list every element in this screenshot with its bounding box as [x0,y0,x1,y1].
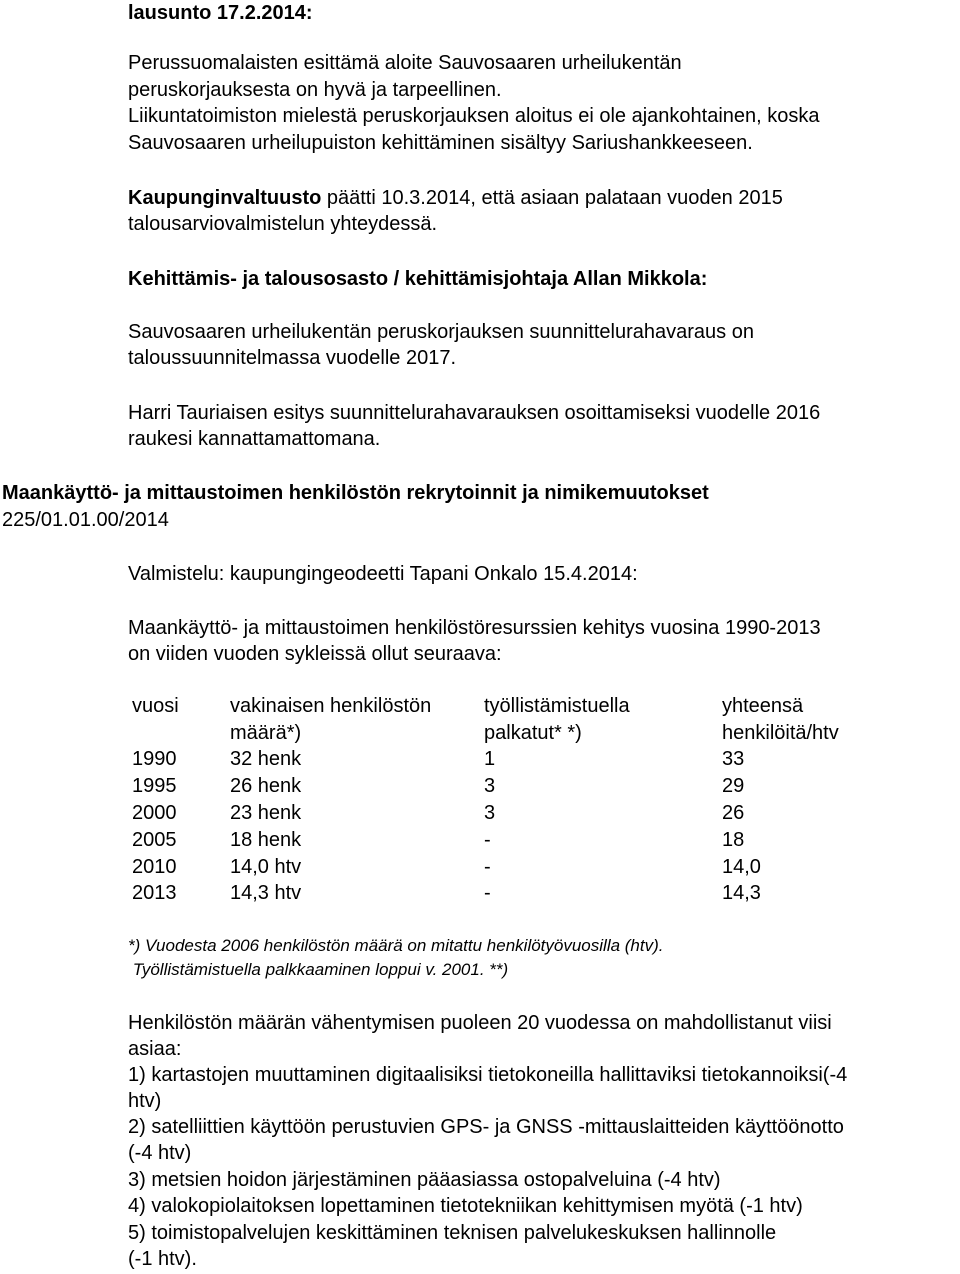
table-header-cell: määrä*) [230,722,302,744]
table-cell: 1990 [132,748,177,770]
dev-para-line: taloussuunnitelmassa vuodelle 2017. [128,347,456,369]
footnote: *) Vuodesta 2006 henkilöstön määrä on mitattu henkilötyövuosilla (htv). [128,936,664,955]
table-cell: 26 henk [230,775,302,797]
reduction-item: 5) toimistopalvelujen keskittäminen teknisen palvelukeskuksen hallinnolle [128,1222,777,1244]
table-cell: 14,3 [722,882,761,904]
intro-line: on viiden vuoden sykleissä ollut seuraava: [128,643,502,665]
dev-para-line: Sauvosaaren urheilukentän peruskorjauksen suunnittelurahavaraus on [128,321,754,343]
reduction-line: asiaa: [128,1038,182,1060]
para1-line: peruskorjauksesta on hyvä ja tarpeellinen. [128,79,502,101]
reduction-line: Henkilöstön määrän vähentymisen puoleen 20 vuodessa on mahdollistanut viisi [128,1012,832,1034]
section-code: 225/01.01.00/2014 [2,509,169,531]
table-cell: 18 henk [230,829,302,851]
council-decision-line2: talousarviovalmistelun yhteydessä. [128,213,438,235]
table-cell: 32 henk [230,748,302,770]
table-header-cell: yhteensä [722,695,804,717]
table-cell: 14,0 htv [230,856,302,878]
council-decision [128,185,783,211]
footnote: Työllistämistuella palkkaaminen loppui v. 2001. **) [128,960,509,979]
dev-heading: Kehittämis- ja talousosasto / kehittämisjohtaja Allan Mikkola: [128,268,708,290]
table-cell: 2013 [132,882,177,904]
table-cell: 23 henk [230,802,302,824]
intro-line: Maankäyttö- ja mittaustoimen henkilöstöresurssien kehitys vuosina 1990-2013 [128,617,821,639]
preparation-line: Valmistelu: kaupungingeodeetti Tapani Onkalo 15.4.2014: [128,563,638,585]
table-cell: 2010 [132,856,177,878]
table-cell: 1 [484,748,496,770]
table-header-cell: työllistämistuella [484,695,630,717]
table-cell: - [484,882,491,904]
section-title: Maankäyttö- ja mittaustoimen henkilöstön rekrytoinnit ja nimikemuutokset [2,482,709,504]
table-header-cell: vuosi [132,695,179,717]
table-header-cell: henkilöitä/htv [722,722,839,744]
table-cell: 1995 [132,775,177,797]
document-header: lausunto 17.2.2014: [128,2,313,24]
proposal-line: Harri Tauriaisen esitys suunnittelurahavarauksen osoittamiseksi vuodelle 2016 [128,402,821,424]
reduction-item: 3) metsien hoidon järjestäminen pääasiassa ostopalveluina (-4 htv) [128,1169,721,1191]
table-cell: 3 [484,802,496,824]
reduction-item: (-4 htv) [128,1142,192,1164]
table-cell: 3 [484,775,496,797]
table-cell: 2005 [132,829,177,851]
para1-line: Liikuntatoimiston mielestä peruskorjauksen aloitus ei ole ajankohtainen, koska [128,105,820,127]
table-header-cell: vakinaisen henkilöstön [230,695,432,717]
table-cell: 29 [722,775,745,797]
table-cell: - [484,829,491,851]
reduction-item: 4) valokopiolaitoksen lopettaminen tietotekniikan kehittymisen myötä (-1 htv) [128,1195,803,1217]
reduction-item: htv) [128,1090,162,1112]
table-header-cell: palkatut* *) [484,722,582,744]
table-cell: 18 [722,829,745,851]
table-cell: 33 [722,748,745,770]
reduction-item: 1) kartastojen muuttaminen digitaalisiksi tietokoneilla hallittaviksi tietokannoiksi(-4 [128,1064,848,1086]
para1-line: Sauvosaaren urheilupuiston kehittäminen sisältyy Sariushankkeeseen. [128,132,753,154]
table-cell: 2000 [132,802,177,824]
table-cell: 14,3 htv [230,882,302,904]
council-name: Kaupunginvaltuusto [128,187,322,209]
reduction-item: (-1 htv). [128,1248,197,1270]
table-cell: 26 [722,802,745,824]
table-cell: 14,0 [722,856,761,878]
reduction-item: 2) satelliittien käyttöön perustuvien GPS- ja GNSS -mittauslaitteiden käyttöönotto [128,1116,844,1138]
council-decision-text: päätti 10.3.2014, että asiaan palataan vuoden 2015 [321,187,783,209]
table-cell: - [484,856,491,878]
para1-line: Perussuomalaisten esittämä aloite Sauvosaaren urheilukentän [128,52,682,74]
proposal-line: raukesi kannattamattomana. [128,428,381,450]
